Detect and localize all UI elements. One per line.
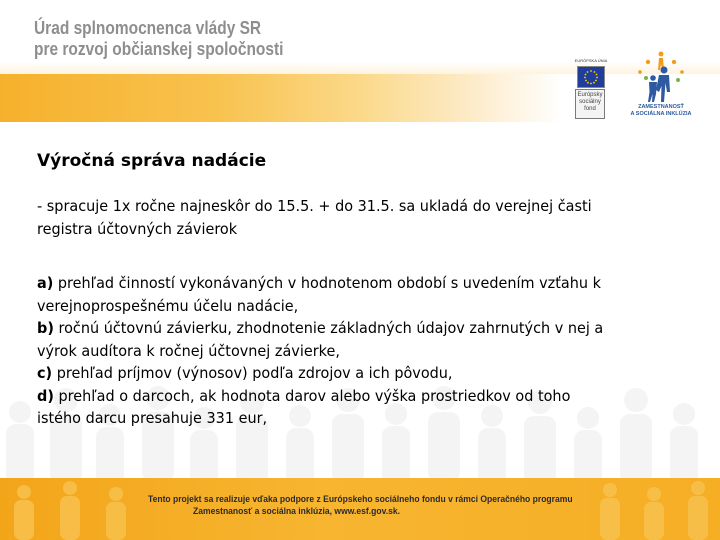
header [0,0,720,124]
list-item-b-cont: výrok audítora k ročnej účtovnej závierke, [37,341,340,360]
list-item-label: c) [37,364,53,382]
esf-fund-line3: fond [584,106,596,112]
list-item-b [37,317,679,340]
zamestnanost-caption-line1: ZAMESTNANOSŤ [638,104,684,110]
list-item-text: prehľad o darcoch, ak hodnota darov alebo výška prostriedkov od toho [53,386,571,405]
organization-title-line2: pre rozvoj občianskej spoločnosti [34,39,284,59]
organization-title-line1: Úrad splnomocnenca vlády SR [34,18,262,38]
list-item-d-cont: istého darcu presahuje 331 eur, [37,409,268,427]
zamestnanost-caption-line2: A SOCIÁLNA INKLÚZIA [630,111,692,117]
esf-fund-label [575,89,605,119]
footer-line1: Tento projekt sa realizuje vďaka podpore z Európskeho sociálneho fondu v rámci Operačného programu [148,494,573,505]
intro-line2: registra účtovných závierok [37,219,238,238]
requirements-list [37,272,679,430]
list-item-text: prehľad príjmov (výnosov) podľa zdrojov a ich pôvodu, [52,364,453,382]
esf-fund-line1: Európsky [577,92,603,98]
eu-flag-icon [577,66,605,88]
esf-fund-line2: sociálny [579,99,601,105]
list-item-label: d) [37,386,54,405]
list-item-label: a) [37,274,54,292]
footer-text [148,494,573,518]
list-item-text: prehľad činností vykonávaných v hodnotenom období s uvedením vzťahu k [53,274,601,292]
list-item-d [37,385,679,408]
list-item-c [37,362,679,385]
list-item-a [37,272,679,295]
list-item-a-cont: verejnoprospešnému účelu nadácie, [37,296,299,315]
footer-line2: Zamestnanosť a sociálna inklúzia, www.esf.gov.sk. [193,506,400,517]
zamestnanost-caption [626,104,696,118]
list-item-label: b) [37,319,54,337]
esf-logo-caption: EURÓPSKA ÚNIA [574,58,608,63]
intro-paragraph [37,195,679,240]
organization-title [34,18,283,60]
people-figures-icon [626,48,696,104]
zamestnanost-logo [626,48,696,122]
intro-line1: - spracuje 1x ročne najneskôr do 15.5. + do 31.5. sa ukladá do verejnej časti [37,197,592,215]
slide-title: Výročná správa nadácie [37,151,267,171]
list-item-text: ročnú účtovnú závierku, zhodnotenie základných údajov zahrnutých v nej a [53,319,604,337]
esf-logo [568,58,614,122]
